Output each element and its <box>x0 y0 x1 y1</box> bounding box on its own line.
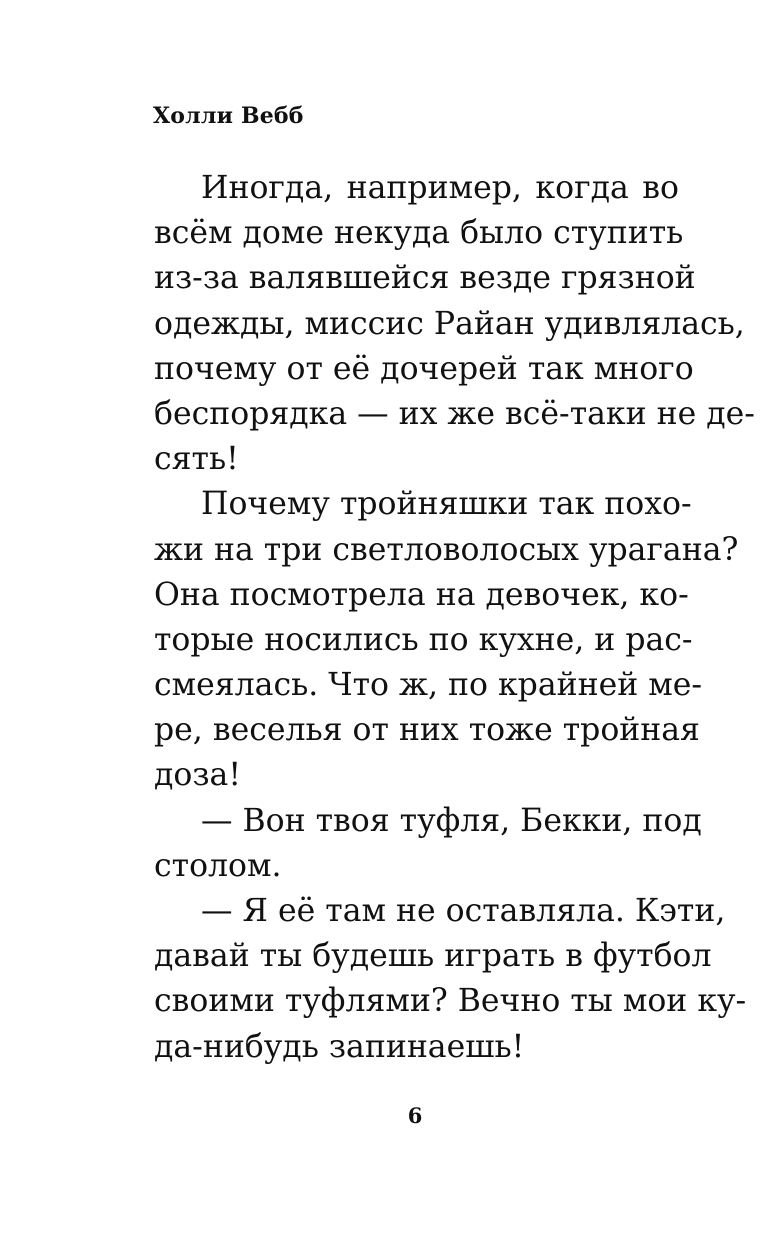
text-line: торые носились по кухне, и рас- <box>154 621 693 658</box>
text-line: сять! <box>154 441 239 478</box>
text-line: всём доме некуда было ступить <box>154 215 684 252</box>
text-line: беспорядка — их же всё-таки не де- <box>154 395 755 432</box>
text-line: смеялась. Что ж, по крайней ме- <box>154 667 703 704</box>
text-line: Иногда, например, когда во <box>201 170 679 206</box>
dialogue-line: — Вон твоя туфля, Бекки, под <box>201 802 702 839</box>
text-line: столом. <box>154 847 282 884</box>
dialogue-line: — Я её там не оставляла. Кэти, <box>201 893 726 929</box>
text-line: давай ты будешь играть в футбол <box>154 938 712 975</box>
text-line: да-нибудь запинаешь! <box>154 1028 525 1065</box>
page-text <box>154 166 755 1070</box>
page-number: 6 <box>407 1103 423 1128</box>
running-head-author: Холли Вебб <box>153 103 304 129</box>
text-line: из-за валявшейся везде грязной <box>154 260 696 297</box>
text-line: почему от её дочерей так много <box>154 350 694 387</box>
text-line: своими туфлями? Вечно ты мои ку- <box>154 983 747 1020</box>
text-line: ре, веселья от них тоже тройная <box>154 712 700 749</box>
text-line: доза! <box>154 757 241 794</box>
text-line: жи на три светловолосых урагана? <box>154 531 739 568</box>
text-line: одежды, миссис Райан удивлялась, <box>154 305 745 342</box>
text-line: Она посмотрела на девочек, ко- <box>154 576 689 613</box>
text-line: Почему тройняшки так похо- <box>201 486 692 523</box>
